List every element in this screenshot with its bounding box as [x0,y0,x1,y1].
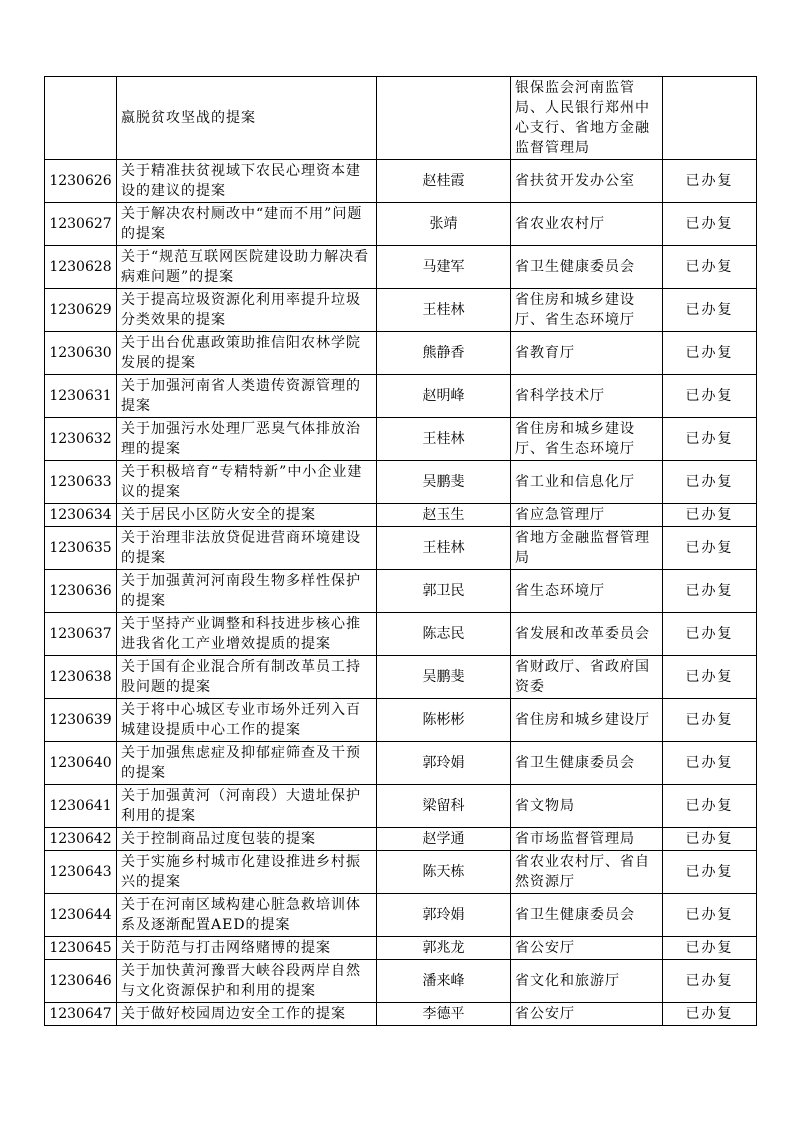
cell-person: 郭卫民 [377,570,511,613]
cell-status: 已办复 [663,160,757,203]
cell-dept: 省地方金融监督管理局 [511,527,663,570]
cell-person: 王桂林 [377,418,511,461]
cell-dept: 省住房和城乡建设厅、省生态环境厅 [511,289,663,332]
table-row [45,851,757,894]
cell-status: 已办复 [663,504,757,527]
cell-id: 1230639 [45,699,117,742]
cell-id: 1230640 [45,742,117,785]
cell-title: 关于解决农村厕改中“建而不用”问题的提案 [117,203,377,246]
cell-dept: 省教育厅 [511,332,663,375]
cell-person: 李德平 [377,1003,511,1026]
cell-person: 张靖 [377,203,511,246]
table-row [45,613,757,656]
cell-id: 1230631 [45,375,117,418]
cell-id: 1230636 [45,570,117,613]
cell-person: 赵玉生 [377,504,511,527]
cell-dept: 省文化和旅游厅 [511,960,663,1003]
cell-id: 1230641 [45,785,117,828]
cell-status: 已办复 [663,570,757,613]
cell-person: 郭玲娟 [377,742,511,785]
cell-id: 1230626 [45,160,117,203]
cell-status: 已办复 [663,656,757,699]
cell-dept: 省工业和信息化厅 [511,461,663,504]
cell-dept: 省住房和城乡建设厅、省生态环境厅 [511,418,663,461]
cell-status: 已办复 [663,613,757,656]
cell-person: 王桂林 [377,527,511,570]
cell-person: 马建军 [377,246,511,289]
cell-id: 1230632 [45,418,117,461]
cell-dept: 省应急管理厅 [511,504,663,527]
cell-title: 关于做好校园周边安全工作的提案 [117,1003,377,1026]
cell-status: 已办复 [663,1003,757,1026]
cell-id: 1230630 [45,332,117,375]
cell-dept: 省发展和改革委员会 [511,613,663,656]
table-row-continuation [45,77,757,160]
proposal-table [44,76,757,1026]
cell-title: 关于加强黄河河南段生物多样性保护的提案 [117,570,377,613]
cell-person: 王桂林 [377,289,511,332]
cell-title: 关于加强黄河（河南段）大遗址保护利用的提案 [117,785,377,828]
cell-id: 1230628 [45,246,117,289]
cell-status: 已办复 [663,828,757,851]
table-row [45,203,757,246]
cell-status: 已办复 [663,937,757,960]
cell-person: 陈天栋 [377,851,511,894]
cell-person: 赵桂霞 [377,160,511,203]
cell-title: 关于加快黄河豫晋大峡谷段两岸自然与文化资源保护和利用的提案 [117,960,377,1003]
cell-person: 熊静香 [377,332,511,375]
cell-person: 陈彬彬 [377,699,511,742]
cell-id: 1230635 [45,527,117,570]
table-row [45,960,757,1003]
cell-person [377,77,511,160]
cell-dept: 省卫生健康委员会 [511,246,663,289]
cell-title: 关于坚持产业调整和科技进步核心推进我省化工产业增效提质的提案 [117,613,377,656]
cell-status: 已办复 [663,375,757,418]
cell-title: 关于加强河南省人类遗传资源管理的提案 [117,375,377,418]
cell-dept: 省生态环境厅 [511,570,663,613]
cell-dept: 省农业农村厅、省自然资源厅 [511,851,663,894]
cell-dept: 银保监会河南监管局、人民银行郑州中心支行、省地方金融监督管理局 [511,77,663,160]
cell-title: 关于将中心城区专业市场外迁列入百城建设提质中心工作的提案 [117,699,377,742]
table-row [45,937,757,960]
table-row [45,375,757,418]
cell-title: 关于加强污水处理厂恶臭气体排放治理的提案 [117,418,377,461]
cell-status [663,77,757,160]
cell-id: 1230637 [45,613,117,656]
table-row [45,894,757,937]
cell-person: 赵明峰 [377,375,511,418]
table-row [45,461,757,504]
cell-status: 已办复 [663,527,757,570]
cell-person: 梁留科 [377,785,511,828]
cell-title: 关于居民小区防火安全的提案 [117,504,377,527]
cell-dept: 省卫生健康委员会 [511,742,663,785]
cell-status: 已办复 [663,699,757,742]
table-row [45,1003,757,1026]
cell-status: 已办复 [663,851,757,894]
cell-status: 已办复 [663,785,757,828]
cell-title: 关于出台优惠政策助推信阳农林学院发展的提案 [117,332,377,375]
table-row [45,504,757,527]
cell-id: 1230633 [45,461,117,504]
cell-status: 已办复 [663,289,757,332]
cell-status: 已办复 [663,246,757,289]
cell-title: 关于防范与打击网络赌博的提案 [117,937,377,960]
cell-id: 1230642 [45,828,117,851]
cell-dept: 省扶贫开发办公室 [511,160,663,203]
cell-id: 1230629 [45,289,117,332]
cell-status: 已办复 [663,332,757,375]
cell-person: 郭兆龙 [377,937,511,960]
table-row [45,289,757,332]
cell-title: 关于国有企业混合所有制改革员工持股问题的提案 [117,656,377,699]
cell-title: 关于加强焦虑症及抑郁症筛查及干预的提案 [117,742,377,785]
cell-dept: 省公安厅 [511,937,663,960]
cell-id: 1230645 [45,937,117,960]
cell-status: 已办复 [663,742,757,785]
cell-person: 郭玲娟 [377,894,511,937]
table-row [45,246,757,289]
cell-dept: 省市场监督管理局 [511,828,663,851]
cell-title: 嬴脱贫攻坚战的提案 [117,77,377,160]
table-body [45,77,757,1026]
cell-title: 关于在河南区域构建心脏急救培训体系及逐渐配置AED的提案 [117,894,377,937]
cell-title: 关于积极培育“专精特新”中小企业建议的提案 [117,461,377,504]
cell-id: 1230634 [45,504,117,527]
cell-title: 关于治理非法放贷促进营商环境建设的提案 [117,527,377,570]
cell-dept: 省卫生健康委员会 [511,894,663,937]
cell-dept: 省农业农村厅 [511,203,663,246]
cell-status: 已办复 [663,203,757,246]
cell-person: 潘来峰 [377,960,511,1003]
cell-person: 陈志民 [377,613,511,656]
table-row [45,785,757,828]
table-row [45,527,757,570]
table-row [45,332,757,375]
cell-dept: 省文物局 [511,785,663,828]
cell-id: 1230643 [45,851,117,894]
cell-title: 关于提高垃圾资源化利用率提升垃圾分类效果的提案 [117,289,377,332]
table-row [45,418,757,461]
cell-id [45,77,117,160]
table-row [45,160,757,203]
cell-dept: 省科学技术厅 [511,375,663,418]
cell-id: 1230644 [45,894,117,937]
table-row [45,570,757,613]
cell-title: 关于精准扶贫视域下农民心理资本建设的建议的提案 [117,160,377,203]
cell-person: 吴鹏斐 [377,656,511,699]
cell-id: 1230627 [45,203,117,246]
cell-status: 已办复 [663,418,757,461]
cell-dept: 省财政厅、省政府国资委 [511,656,663,699]
table-row [45,699,757,742]
table-row [45,742,757,785]
table-row [45,656,757,699]
cell-id: 1230646 [45,960,117,1003]
cell-person: 赵学通 [377,828,511,851]
cell-title: 关于控制商品过度包装的提案 [117,828,377,851]
table-row [45,828,757,851]
cell-status: 已办复 [663,894,757,937]
cell-person: 吴鹏斐 [377,461,511,504]
cell-status: 已办复 [663,960,757,1003]
cell-dept: 省住房和城乡建设厅 [511,699,663,742]
cell-id: 1230638 [45,656,117,699]
cell-title: 关于实施乡村城市化建设推进乡村振兴的提案 [117,851,377,894]
cell-status: 已办复 [663,461,757,504]
cell-dept: 省公安厅 [511,1003,663,1026]
cell-title: 关于“规范互联网医院建设助力解决看病难问题”的提案 [117,246,377,289]
cell-id: 1230647 [45,1003,117,1026]
